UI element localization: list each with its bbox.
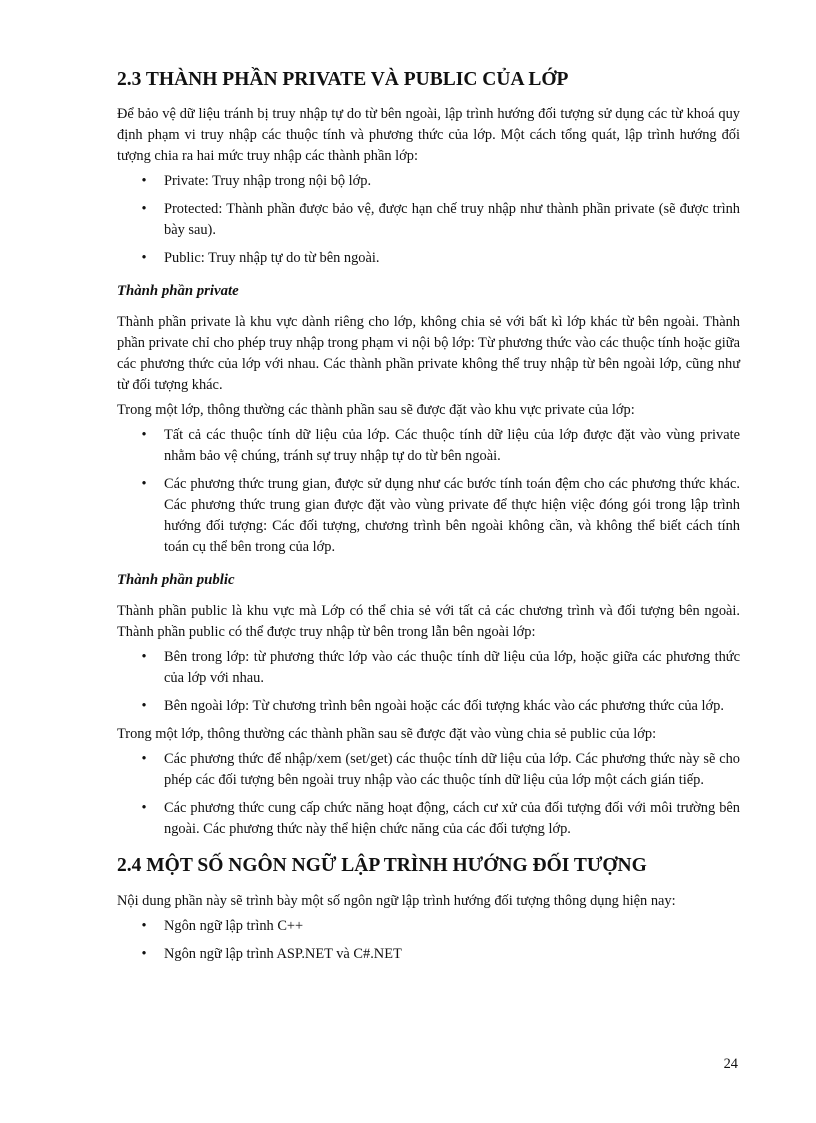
list-item-text: Private: Truy nhập trong nội bộ lớp. [164,173,372,189]
list-item [117,916,740,937]
list-item-text: Ngôn ngữ lập trình C++ [164,918,304,934]
list-item-text: Các phương thức cung cấp chức năng hoạt động, cách cư xử của đối tượng đối với môi trường bên ngoài. Các phương thức này thể hiện chức năng của các đối tượng lớp. [164,800,740,837]
bullet-icon: • [141,201,147,217]
subheading-public: Thành phần public [117,572,235,588]
bullet-icon: • [141,649,147,665]
list-item [117,798,740,840]
list-item [117,647,740,689]
private-description: Thành phần private là khu vực dành riêng cho lớp, không chia sẻ với bất kì lớp khác từ bên ngoài. Thành phần private chỉ cho phép truy nhập trong phạm vi nội bộ lớp: Từ phương thức vào các thuộc tính hoặc giữa các phương thức của lớp với nhau. Các thành phần private không thể truy nhập từ bên ngoài lớp, cũng như từ đối tượng khác. [117,314,740,393]
private-lead: Trong một lớp, thông thường các thành phần sau sẽ được đặt vào khu vực private của lớp: [117,402,635,418]
bullet-icon: • [141,698,147,714]
list-item-text: Bên ngoài lớp: Từ chương trình bên ngoài hoặc các đối tượng khác vào các phương thức của lớp. [164,698,724,714]
public-lead: Trong một lớp, thông thường các thành phần sau sẽ được đặt vào vùng chia sẻ public của lớp: [117,726,657,742]
list-item [117,474,740,558]
public-members-list [117,749,740,840]
list-item [117,248,740,269]
bullet-icon: • [141,946,147,962]
private-members-list [117,425,740,558]
list-item [117,696,740,717]
section-2-4-intro: Nội dung phần này sẽ trình bày một số ngôn ngữ lập trình hướng đối tượng thông dụng hiện nay: [117,893,676,909]
list-item-text: Tất cả các thuộc tính dữ liệu của lớp. Các thuộc tính dữ liệu của lớp được đặt vào vùng private nhằm bảo vệ chúng, tránh sự truy nhập tự do từ bên ngoài. [164,427,740,464]
bullet-icon: • [141,476,147,492]
access-levels-list [117,171,740,269]
list-item [117,749,740,791]
public-scopes-list [117,647,740,717]
list-item [117,425,740,467]
bullet-icon: • [141,751,147,767]
public-description: Thành phần public là khu vực mà Lớp có thể chia sẻ với tất cả các chương trình và đối tượng bên ngoài. Thành phần public có thể được truy nhập từ bên trong lẫn bên ngoài lớp: [117,603,740,640]
bullet-icon: • [141,800,147,816]
section-2-3-intro: Để bảo vệ dữ liệu tránh bị truy nhập tự do từ bên ngoài, lập trình hướng đối tượng sử dụng các từ khoá quy định phạm vi truy nhập các thuộc tính và phương thức của lớp. Một cách tổng quát, lập trình hướng đối tượng chia ra hai mức truy nhập các thành phần lớp: [117,106,740,164]
languages-list [117,916,740,965]
subheading-private: Thành phần private [117,283,239,299]
section-heading-2-4: 2.4 MỘT SỐ NGÔN NGỮ LẬP TRÌNH HƯỚNG ĐỐI TƯỢNG [117,855,647,876]
list-item-text: Public: Truy nhập tự do từ bên ngoài. [164,250,380,266]
bullet-icon: • [141,427,147,443]
list-item-text: Các phương thức để nhập/xem (set/get) các thuộc tính dữ liệu của lớp. Các phương thức này sẽ cho phép các đối tượng bên ngoài truy nhập vào các thuộc tính dữ liệu của lớp một cách gián tiếp. [164,751,740,788]
section-heading-2-3: 2.3 THÀNH PHẦN PRIVATE VÀ PUBLIC CỦA LỚP [117,69,569,90]
list-item-text: Bên trong lớp: từ phương thức lớp vào các thuộc tính dữ liệu của lớp, hoặc giữa các phương thức của lớp với nhau. [164,649,740,686]
list-item [117,944,740,965]
list-item-text: Ngôn ngữ lập trình ASP.NET và C#.NET [164,946,402,962]
list-item-text: Các phương thức trung gian, được sử dụng như các bước tính toán đệm cho các phương thức khác. Các phương thức trung gian được đặt vào vùng private để thực hiện việc đóng gói trong lập trình hướng đối tượng: Các đối tượng, chương trình bên ngoài không cần, và không thể biết cách tính toán cụ thể bên trong của lớp. [164,476,740,555]
bullet-icon: • [141,918,147,934]
list-item-text: Protected: Thành phần được bảo vệ, được hạn chế truy nhập như thành phần private (sẽ được trình bày sau). [164,201,740,238]
list-item [117,199,740,241]
bullet-icon: • [141,250,147,266]
list-item [117,171,740,192]
page-number: 24 [723,1056,738,1072]
document-page [117,68,740,972]
bullet-icon: • [141,173,147,189]
